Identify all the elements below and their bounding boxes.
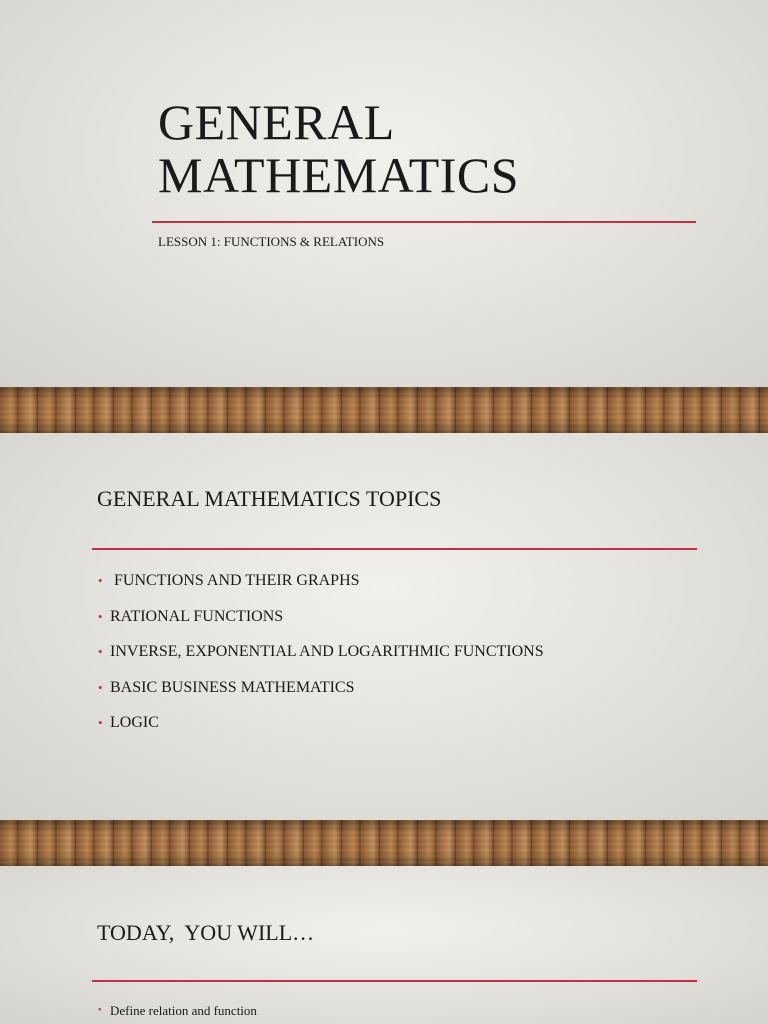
slide-title bbox=[0, 0, 768, 387]
list-item bbox=[98, 570, 544, 606]
wood-floor-divider bbox=[0, 387, 768, 433]
list-item-text: FUNCTIONS AND THEIR GRAPHS bbox=[110, 572, 360, 589]
objectives-list bbox=[98, 1002, 257, 1020]
wood-floor-divider bbox=[0, 820, 768, 866]
slide-objectives bbox=[0, 866, 768, 1024]
list-item-text: Define relation and function bbox=[110, 1003, 257, 1018]
list-item bbox=[98, 712, 544, 748]
bullet-icon: • bbox=[98, 609, 103, 624]
title-line-1: GENERAL bbox=[158, 94, 395, 150]
bullet-icon: • bbox=[98, 680, 103, 695]
topics-divider bbox=[92, 548, 697, 550]
topics-list bbox=[98, 570, 544, 748]
bullet-icon: • bbox=[98, 645, 103, 660]
slide-title-heading bbox=[158, 96, 519, 202]
objectives-title: TODAY, YOU WILL… bbox=[97, 920, 315, 945]
slide-subtitle: LESSON 1: FUNCTIONS & RELATIONS bbox=[158, 234, 385, 249]
title-divider bbox=[152, 221, 696, 223]
bullet-icon: • bbox=[98, 574, 103, 588]
list-item-text: RATIONAL FUNCTIONS bbox=[110, 607, 284, 625]
list-item-text: INVERSE, EXPONENTIAL AND LOGARITHMIC FUNCTIONS bbox=[110, 643, 544, 661]
topics-title: GENERAL MATHEMATICS TOPICS bbox=[97, 486, 442, 511]
bullet-icon: • bbox=[98, 716, 103, 731]
slide-topics bbox=[0, 433, 768, 820]
title-line-2: MATHEMATICS bbox=[158, 147, 520, 203]
list-item bbox=[98, 677, 544, 713]
list-item bbox=[98, 1002, 257, 1020]
list-item bbox=[98, 606, 544, 642]
bullet-icon: • bbox=[98, 1005, 102, 1016]
list-item-text: BASIC BUSINESS MATHEMATICS bbox=[110, 678, 355, 696]
list-item-text: LOGIC bbox=[110, 714, 159, 732]
objectives-divider bbox=[92, 980, 697, 982]
list-item bbox=[98, 641, 544, 677]
